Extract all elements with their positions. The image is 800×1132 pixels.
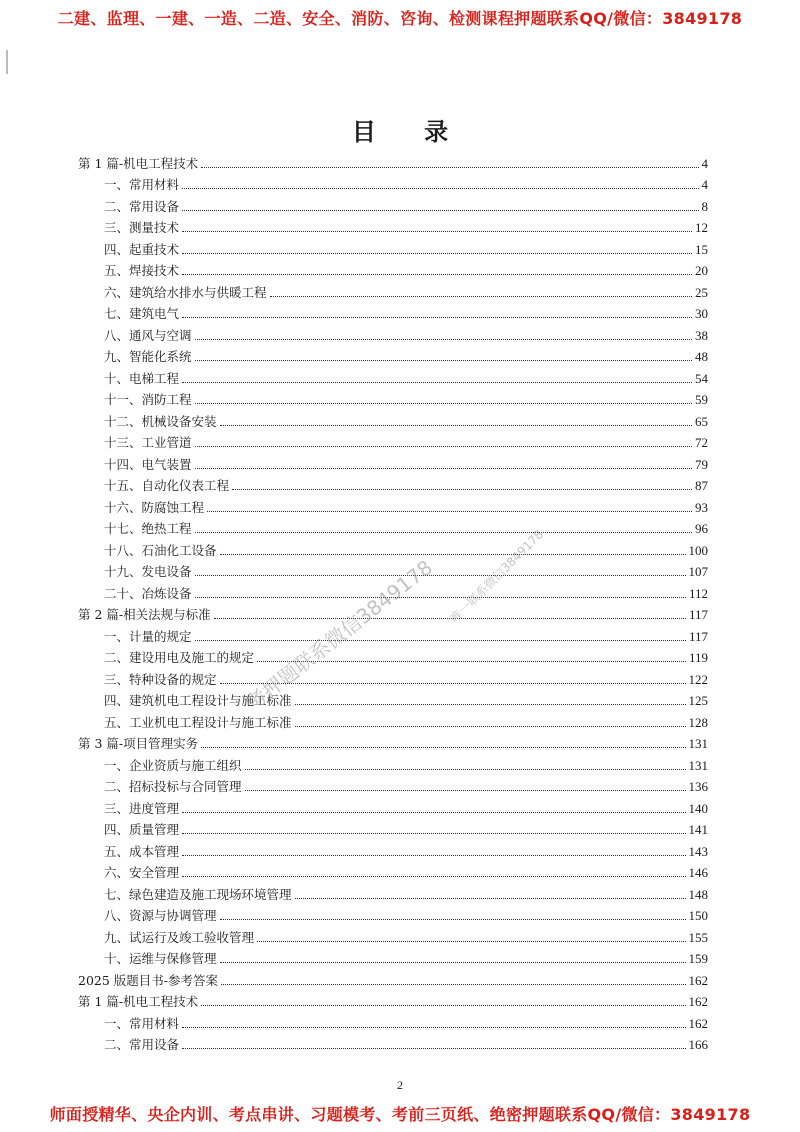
toc-section-entry[interactable] xyxy=(78,279,708,301)
toc-entry-page: 131 xyxy=(688,757,708,773)
toc-dot-leader xyxy=(201,747,685,748)
toc-entry-page: 131 xyxy=(688,736,708,751)
toc-section-entry[interactable] xyxy=(78,860,708,882)
toc-dot-leader xyxy=(245,790,686,791)
toc-section-entry[interactable] xyxy=(78,172,708,194)
toc-section-entry[interactable] xyxy=(78,193,708,215)
toc-dot-leader xyxy=(182,317,692,318)
toc-section-entry[interactable] xyxy=(78,881,708,903)
toc-dot-leader xyxy=(201,1005,685,1006)
toc-dot-leader xyxy=(195,575,686,576)
toc-dot-leader xyxy=(182,231,692,232)
toc-entry-label: 一、企业资质与施工组织 xyxy=(104,757,242,773)
toc-section-entry[interactable] xyxy=(78,666,708,688)
toc-entry-label: 十八、石油化工设备 xyxy=(104,542,217,558)
toc-entry-label: 九、智能化系统 xyxy=(104,349,192,364)
toc-entry-label: 第 2 篇-相关法规与标准 xyxy=(78,607,211,622)
toc-dot-leader xyxy=(182,833,685,834)
toc-title: 目 录 xyxy=(351,117,469,146)
toc-entry-label: 十一、消防工程 xyxy=(104,392,192,407)
toc-section-entry[interactable] xyxy=(78,1010,708,1032)
toc-section-entry[interactable] xyxy=(78,752,708,774)
toc-section-entry[interactable] xyxy=(78,924,708,946)
toc-section-entry[interactable] xyxy=(78,688,708,710)
toc-dot-leader xyxy=(201,167,698,168)
toc-dot-leader xyxy=(182,812,685,813)
toc-entry-page: 119 xyxy=(688,650,708,665)
toc-entry-page: 162 xyxy=(688,972,708,988)
toc-entry-page: 4 xyxy=(701,155,708,171)
toc-entry-label: 二、招标投标与合同管理 xyxy=(104,779,242,794)
toc-entry-page: 128 xyxy=(688,714,708,730)
toc-section-entry[interactable] xyxy=(78,838,708,860)
toc-dot-leader xyxy=(195,597,686,598)
toc-entry-label: 十七、绝热工程 xyxy=(104,521,192,536)
toc-dot-leader xyxy=(195,360,692,361)
toc-entry-page: 25 xyxy=(695,284,708,300)
toc-entry-page: 96 xyxy=(695,521,708,536)
toc-entry-page: 72 xyxy=(695,435,708,450)
toc-entry-page: 54 xyxy=(695,370,708,386)
toc-section-entry[interactable] xyxy=(78,387,708,409)
toc-part-entry[interactable] xyxy=(78,967,708,989)
toc-entry-label: 五、工业机电工程设计与施工标准 xyxy=(104,714,292,730)
toc-entry-page: 117 xyxy=(688,607,708,622)
toc-section-entry[interactable] xyxy=(78,258,708,280)
toc-entry-label: 四、质量管理 xyxy=(104,822,180,837)
toc-entry-label: 十三、工业管道 xyxy=(104,435,192,450)
toc-entry-page: 122 xyxy=(688,671,708,687)
toc-entry-page: 107 xyxy=(688,564,708,579)
toc-entry-label: 第 1 篇-机电工程技术 xyxy=(78,155,199,171)
toc-entry-page: 166 xyxy=(688,1037,708,1052)
toc-dot-leader xyxy=(182,382,692,383)
toc-entry-label: 六、安全管理 xyxy=(104,865,180,880)
toc-dot-leader xyxy=(245,769,686,770)
toc-entry-label: 九、试运行及竣工验收管理 xyxy=(104,929,255,945)
toc-entry-label: 六、建筑给水排水与供暖工程 xyxy=(104,284,267,300)
toc-dot-leader xyxy=(182,210,698,211)
watermark-main: 考押题联系微信3849178 xyxy=(241,555,437,716)
toc-entry-label: 二十、冶炼设备 xyxy=(104,585,192,601)
toc-entry-page: 155 xyxy=(688,929,708,945)
toc-dot-leader xyxy=(295,898,686,899)
toc-entry-label: 三、测量技术 xyxy=(104,220,180,235)
toc-entry-page: 30 xyxy=(695,306,708,321)
toc-entry-label: 二、建设用电及施工的规定 xyxy=(104,650,255,665)
toc-dot-leader xyxy=(220,554,686,555)
toc-part-entry[interactable] xyxy=(78,150,708,172)
toc-dot-leader xyxy=(182,188,698,189)
toc-entry-page: 48 xyxy=(695,349,708,364)
toc-entry-label: 十六、防腐蚀工程 xyxy=(104,499,205,515)
toc-dot-leader xyxy=(232,489,692,490)
toc-dot-leader xyxy=(182,253,692,254)
toc-dot-leader xyxy=(270,296,692,297)
toc-dot-leader xyxy=(182,1048,685,1049)
toc-dot-leader xyxy=(220,919,686,920)
toc-entry-label: 三、进度管理 xyxy=(104,800,180,816)
toc-entry-label: 二、常用设备 xyxy=(104,1037,180,1052)
toc-entry-page: 38 xyxy=(695,327,708,343)
toc-section-entry[interactable] xyxy=(78,430,708,452)
toc-section-entry[interactable] xyxy=(78,903,708,925)
toc-dot-leader xyxy=(182,274,692,275)
toc-entry-page: 162 xyxy=(688,994,708,1009)
toc-section-entry[interactable] xyxy=(78,774,708,796)
toc-section-entry[interactable] xyxy=(78,537,708,559)
toc-section-entry[interactable] xyxy=(78,473,708,495)
toc-entry-page: 100 xyxy=(688,542,708,558)
toc-entry-label: 八、通风与空调 xyxy=(104,327,192,343)
toc-dot-leader xyxy=(207,511,692,512)
toc-dot-leader xyxy=(221,984,685,985)
toc-entry-label: 七、绿色建造及施工现场环境管理 xyxy=(104,886,292,902)
toc-section-entry[interactable] xyxy=(78,236,708,258)
toc-entry-page: 140 xyxy=(688,800,708,816)
toc-entry-page: 136 xyxy=(688,779,708,794)
toc-dot-leader xyxy=(182,855,685,856)
toc-dot-leader xyxy=(220,962,686,963)
toc-entry-page: 150 xyxy=(688,908,708,923)
toc-section-entry[interactable] xyxy=(78,795,708,817)
scan-mark xyxy=(6,50,8,74)
toc-entry-page: 87 xyxy=(695,478,708,493)
toc-section-entry[interactable] xyxy=(78,494,708,516)
toc-dot-leader xyxy=(257,941,685,942)
toc-dot-leader xyxy=(295,704,686,705)
toc-entry-page: 117 xyxy=(688,628,708,644)
toc-entry-page: 148 xyxy=(688,886,708,902)
toc-entry-label: 二、常用设备 xyxy=(104,198,180,214)
toc-entry-label: 一、常用材料 xyxy=(104,1015,180,1031)
toc-entry-page: 4 xyxy=(701,177,708,192)
toc-section-entry[interactable] xyxy=(78,215,708,237)
toc-dot-leader xyxy=(195,339,692,340)
toc-entry-page: 159 xyxy=(688,951,708,966)
toc-entry-label: 十五、自动化仪表工程 xyxy=(104,478,230,493)
toc-entry-page: 79 xyxy=(695,456,708,472)
toc-entry-label: 第 3 篇-项目管理实务 xyxy=(78,736,199,751)
toc-dot-leader xyxy=(195,446,692,447)
page-number: 2 xyxy=(397,1078,403,1092)
toc-entry-label: 一、常用材料 xyxy=(104,177,180,192)
toc-entry-page: 8 xyxy=(701,198,708,214)
toc-section-entry[interactable] xyxy=(78,645,708,667)
toc-section-entry[interactable] xyxy=(78,946,708,968)
toc-entry-page: 162 xyxy=(688,1015,708,1031)
toc-entry-page: 125 xyxy=(688,693,708,708)
toc-entry-label: 八、资源与协调管理 xyxy=(104,908,217,923)
toc-section-entry[interactable] xyxy=(78,408,708,430)
toc-entry-page: 15 xyxy=(695,241,708,257)
toc-entry-label: 五、成本管理 xyxy=(104,843,180,859)
toc-entry-page: 12 xyxy=(695,220,708,235)
toc-entry-page: 59 xyxy=(695,392,708,407)
toc-dot-leader xyxy=(182,1027,685,1028)
toc-section-entry[interactable] xyxy=(78,516,708,538)
toc-dot-leader xyxy=(220,425,692,426)
toc-section-entry[interactable] xyxy=(78,1032,708,1054)
toc-section-entry[interactable] xyxy=(78,623,708,645)
toc-entry-label: 十二、机械设备安装 xyxy=(104,413,217,429)
toc-section-entry[interactable] xyxy=(78,451,708,473)
toc-entry-label: 十四、电气装置 xyxy=(104,456,192,472)
toc-dot-leader xyxy=(182,876,685,877)
toc-entry-page: 65 xyxy=(695,413,708,429)
toc-dot-leader xyxy=(195,532,692,533)
toc-part-entry[interactable] xyxy=(78,731,708,753)
toc-entry-page: 93 xyxy=(695,499,708,515)
toc-entry-label: 七、建筑电气 xyxy=(104,306,180,321)
toc-entry-page: 112 xyxy=(688,585,708,601)
toc-entry-page: 141 xyxy=(688,822,708,837)
toc-entry-label: 第 1 篇-机电工程技术 xyxy=(78,994,199,1009)
toc-entry-page: 20 xyxy=(695,263,708,278)
toc-part-entry[interactable] xyxy=(78,989,708,1011)
toc-entry-label: 十九、发电设备 xyxy=(104,564,192,579)
toc-dot-leader xyxy=(195,640,686,641)
toc-dot-leader xyxy=(195,468,692,469)
toc-entry-label: 2025 版题目书-参考答案 xyxy=(78,972,219,988)
bottom-banner: 师面授精华、央企内训、考点串讲、习题模考、考前三页纸、绝密押题联系QQ/微信：3849178 xyxy=(49,1105,751,1124)
toc-dot-leader xyxy=(295,726,686,727)
toc-section-entry[interactable] xyxy=(78,817,708,839)
toc-entry-label: 一、计量的规定 xyxy=(104,628,192,644)
toc-entry-label: 五、焊接技术 xyxy=(104,263,180,278)
toc-entry-label: 四、建筑机电工程设计与施工标准 xyxy=(104,693,292,708)
toc-dot-leader xyxy=(195,403,692,404)
toc-entry-page: 146 xyxy=(688,865,708,880)
toc-entry-label: 十、运维与保修管理 xyxy=(104,951,217,966)
toc-section-entry[interactable] xyxy=(78,709,708,731)
top-banner: 二建、监理、一建、一造、二造、安全、消防、咨询、检测课程押题联系QQ/微信：3849178 xyxy=(57,9,743,28)
watermark-small: 唯一联系微信3849178 xyxy=(447,527,547,626)
toc-section-entry[interactable] xyxy=(78,344,708,366)
toc-entry-label: 四、起重技术 xyxy=(104,241,180,257)
toc-section-entry[interactable] xyxy=(78,365,708,387)
toc-section-entry[interactable] xyxy=(78,301,708,323)
toc-entry-label: 十、电梯工程 xyxy=(104,370,180,386)
toc-entry-page: 143 xyxy=(688,843,708,859)
toc-entry-label: 三、特种设备的规定 xyxy=(104,671,217,687)
toc-section-entry[interactable] xyxy=(78,322,708,344)
